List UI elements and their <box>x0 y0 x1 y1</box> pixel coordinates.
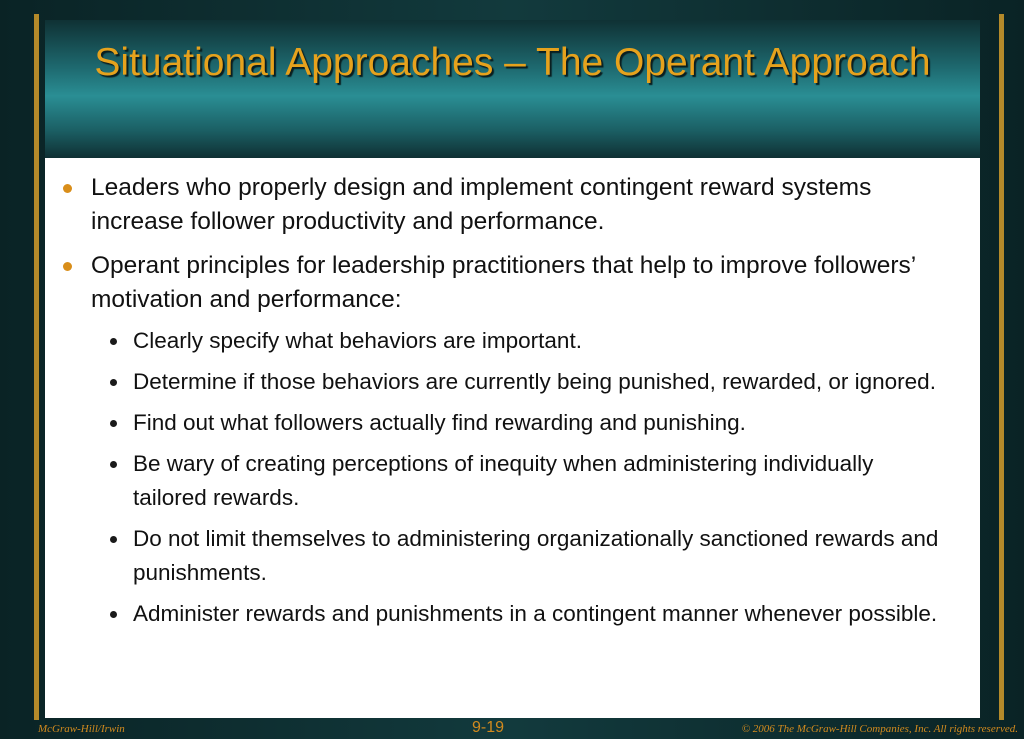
sub-bullet-dot-icon <box>110 379 117 386</box>
sub-bullet-text: Do not limit themselves to administering organizationally sanctioned rewards and punishments. <box>133 526 939 585</box>
sub-bullet-text: Determine if those behaviors are currently being punished, rewarded, or ignored. <box>133 369 936 394</box>
content-panel <box>45 158 980 718</box>
left-accent-rail <box>34 14 39 720</box>
sub-bullet-text: Find out what followers actually find rewarding and punishing. <box>133 410 746 435</box>
sub-bullet-text: Administer rewards and punishments in a contingent manner whenever possible. <box>133 601 938 626</box>
sub-bullet-item <box>45 522 980 590</box>
bullet-dot-icon <box>63 262 72 271</box>
sub-bullet-item <box>45 447 980 515</box>
bullet-item <box>45 171 980 239</box>
sub-bullet-dot-icon <box>110 338 117 345</box>
sub-bullet-dot-icon <box>110 420 117 427</box>
sub-bullet-item <box>45 324 980 358</box>
sub-bullet-dot-icon <box>110 536 117 543</box>
sub-bullet-dot-icon <box>110 461 117 468</box>
bullet-item <box>45 249 980 317</box>
sub-bullet-text: Be wary of creating perceptions of inequity when administering individually tailored rewards. <box>133 451 874 510</box>
bullet-text: Operant principles for leadership practitioners that help to improve followers’ motivation and performance: <box>91 252 916 313</box>
sub-bullet-item <box>45 597 980 631</box>
footer-slide-number: 9-19 <box>472 719 505 736</box>
sub-bullet-dot-icon <box>110 611 117 618</box>
right-accent-rail <box>999 14 1004 720</box>
sub-bullet-list <box>45 324 980 631</box>
sub-bullet-text: Clearly specify what behaviors are important. <box>133 328 582 353</box>
footer-copyright: © 2006 The McGraw-Hill Companies, Inc. All rights reserved. <box>741 723 1018 735</box>
bullet-dot-icon <box>63 184 72 193</box>
bullet-text: Leaders who properly design and implement contingent reward systems increase follower productivity and performance. <box>91 174 872 235</box>
sub-bullet-item <box>45 365 980 399</box>
bullet-list <box>45 158 980 317</box>
slide-title: Situational Approaches – The Operant Approach <box>94 41 931 84</box>
footer-publisher: McGraw-Hill/Irwin <box>38 723 125 735</box>
sub-bullet-item <box>45 406 980 440</box>
